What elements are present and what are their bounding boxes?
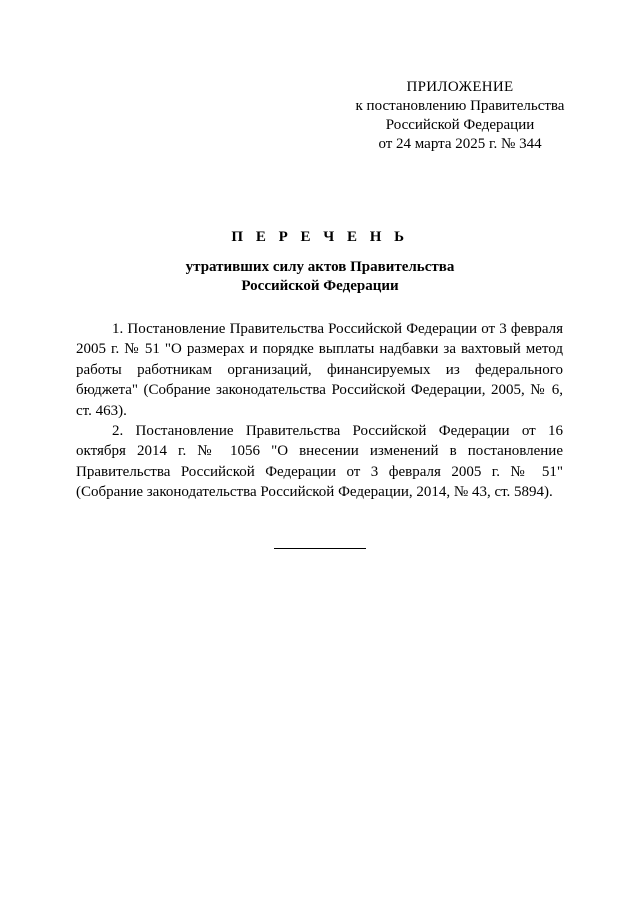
list-item: 1. Постановление Правительства Российской Федерации от 3 февраля 2005 г. № 51 "О размерах и порядке выплаты надбавки за вахтовый метод работы работникам организаций, финансируемых из федерального бюджета" (Собрание законодательства Российской Федерации, 2005, № 6, ст. 463). bbox=[76, 321, 563, 419]
list-item: 2. Постановление Правительства Российской Федерации от 16 октября 2014 г. № 1056 "О внесении изменений в постановление Правительства Российской Федерации от 3 февраля 2005 г. № 51" (Собрание законодательства Российской Федерации, 2014, № 43, ст. 5894). bbox=[76, 423, 563, 501]
subtitle-line-1: утративших силу актов Правительства bbox=[185, 259, 455, 275]
document-heading bbox=[0, 228, 640, 296]
subtitle-line-2: Российской Федерации bbox=[241, 278, 399, 294]
appendix-line-federation: Российской Федерации bbox=[385, 117, 535, 133]
appendix-title: ПРИЛОЖЕНИЕ bbox=[406, 79, 514, 95]
appendix-line-date-number: от 24 марта 2025 г. № 344 bbox=[378, 136, 542, 152]
divider-line bbox=[274, 548, 366, 549]
page-title: П Е Р Е Ч Е Н Ь bbox=[231, 229, 409, 245]
appendix-line-resolution: к постановлению Правительства bbox=[355, 98, 565, 114]
appendix-block bbox=[340, 78, 580, 154]
repealed-acts-list bbox=[76, 319, 563, 503]
